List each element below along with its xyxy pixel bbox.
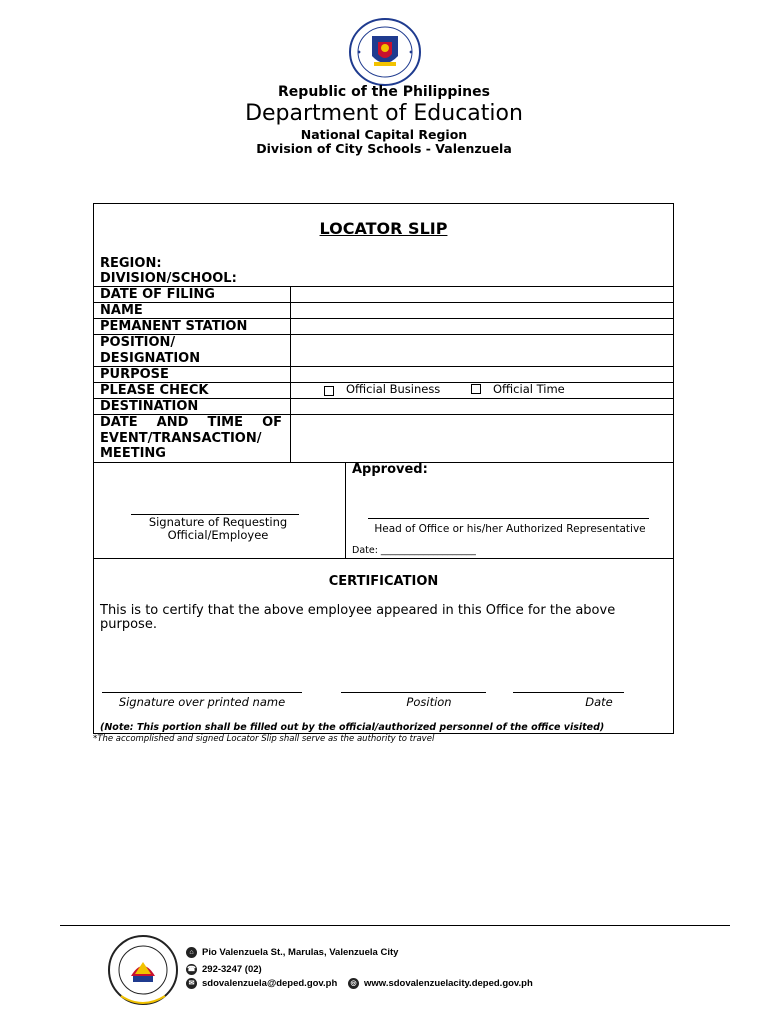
approved-label: Approved:: [352, 462, 428, 477]
label-date-time: DATE AND TIME OF: [100, 415, 282, 430]
phone-icon: ☎: [187, 966, 196, 973]
footer-email[interactable]: [186, 978, 337, 989]
region-label: REGION:: [100, 256, 162, 271]
label-destination: DESTINATION: [100, 399, 199, 414]
approval-date: Date: ____________________: [352, 545, 476, 556]
header-region: National Capital Region: [300, 127, 468, 142]
certification-note: (Note: This portion shall be filled out by the official/authorized personnel of the office visited): [100, 722, 605, 733]
footer-address: [186, 947, 398, 958]
official-time-checkbox[interactable]: [471, 384, 481, 394]
division-label: DIVISION/SCHOOL:: [100, 271, 237, 286]
division-seal-logo: [103, 934, 183, 1008]
travel-authority-footnote: *The accomplished and signed Locator Slip shall serve as the authority to travel: [93, 734, 435, 744]
requesting-signature-label-2: Official/Employee: [167, 528, 269, 542]
label-permanent-station: PEMANENT STATION: [100, 319, 248, 334]
email-icon: ✉: [186, 978, 197, 989]
requesting-signature-label-1: Signature of Requesting: [148, 515, 288, 529]
purpose-field[interactable]: [291, 367, 673, 382]
head-of-office-label: Head of Office or his/her Authorized Representative: [374, 523, 646, 535]
cert-date-line[interactable]: [513, 692, 624, 693]
label-position: POSITION/: [100, 335, 176, 350]
certification-title: CERTIFICATION: [328, 574, 439, 589]
header-department: Department of Education: [245, 101, 523, 126]
name-field[interactable]: [291, 303, 673, 318]
cert-signature-line[interactable]: [102, 692, 302, 693]
destination-field[interactable]: [291, 399, 673, 414]
date-of-filing-field[interactable]: [291, 287, 673, 302]
header-division: Division of City Schools - Valenzuela: [256, 141, 512, 156]
cert-date-label: Date: [585, 695, 613, 709]
approver-signature-line[interactable]: [368, 518, 649, 519]
label-meeting: MEETING: [100, 446, 166, 461]
cert-signature-label: Signature over printed name: [118, 695, 286, 709]
certification-body: This is to certify that the above employee appeared in this Office for the above purpose.: [100, 603, 616, 632]
deped-seal-logo: [348, 18, 422, 86]
permanent-station-field[interactable]: [291, 319, 673, 334]
official-business-checkbox[interactable]: [324, 386, 334, 396]
header-republic: Republic of the Philippines: [278, 84, 490, 100]
date-time-field[interactable]: [291, 415, 673, 462]
footer-email-text[interactable]: sdovalenzuela@deped.gov.ph: [202, 978, 338, 989]
globe-icon: ◎: [348, 978, 359, 989]
footer-phone-text: 292-3247 (02): [202, 964, 262, 975]
label-name: NAME: [100, 303, 143, 318]
footer-website-text[interactable]: www.sdovalenzuelacity.deped.gov.ph: [364, 978, 533, 989]
label-event-transaction: EVENT/TRANSACTION/: [100, 431, 262, 446]
cert-position-label: Position: [406, 695, 452, 709]
footer-website[interactable]: [348, 978, 533, 989]
official-business-label: Official Business: [346, 382, 441, 396]
position-field[interactable]: [291, 335, 673, 366]
label-designation: DESIGNATION: [100, 351, 201, 366]
label-date-of-filing: DATE OF FILING: [100, 287, 215, 302]
label-please-check: PLEASE CHECK: [100, 383, 209, 398]
footer-phone: [186, 964, 262, 975]
cert-position-line[interactable]: [341, 692, 486, 693]
form-title: LOCATOR SLIP: [319, 219, 448, 238]
home-icon: ⌂: [186, 947, 197, 958]
footer-address-text: Pio Valenzuela St., Marulas, Valenzuela City: [202, 947, 399, 958]
official-time-label: Official Time: [493, 382, 565, 396]
footer-divider: [60, 925, 730, 926]
label-purpose: PURPOSE: [100, 367, 169, 382]
